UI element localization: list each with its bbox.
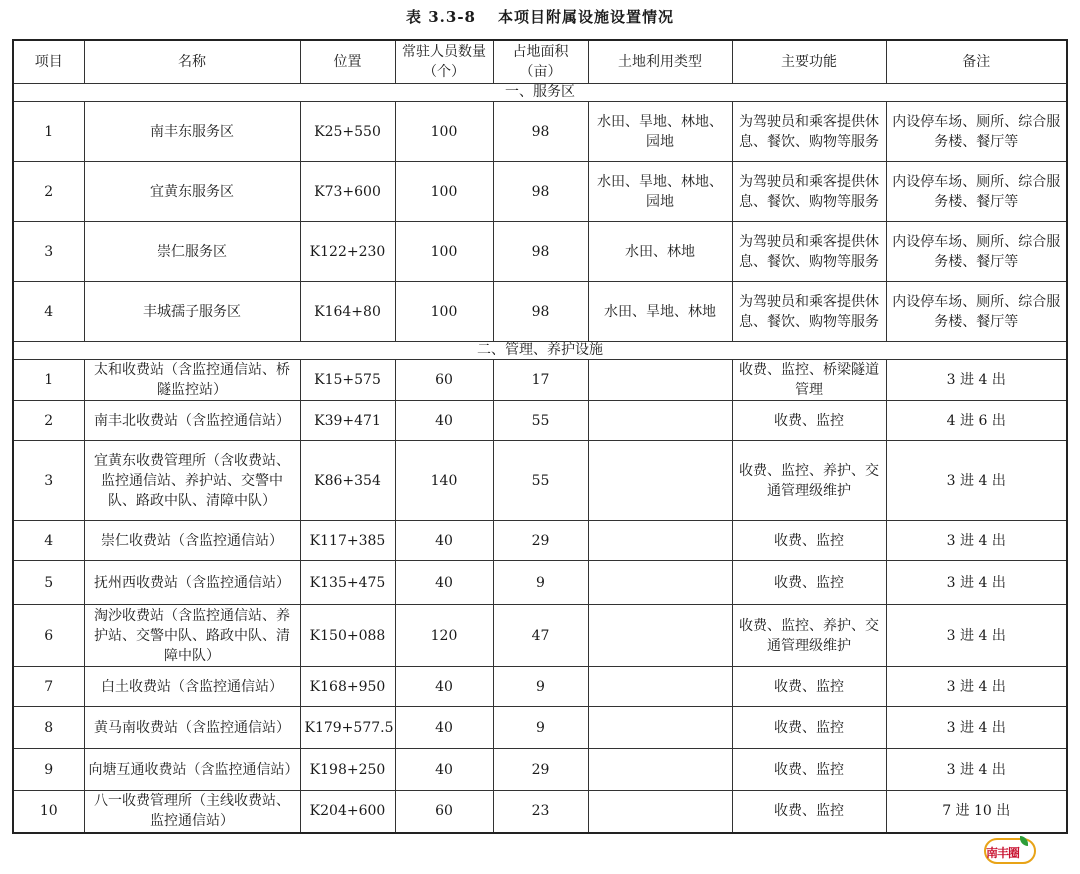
header-cell: 主要功能 [732, 40, 886, 84]
cell-name: 崇仁收费站（含监控通信站） [84, 521, 300, 561]
cell-pos: K135+475 [300, 561, 395, 605]
cell-name: 黄马南收费站（含监控通信站） [84, 707, 300, 749]
cell-pos: K86+354 [300, 441, 395, 521]
cell-func: 收费、监控 [732, 561, 886, 605]
cell-note: 4 进 6 出 [886, 401, 1067, 441]
cell-name: 向塘互通收费站（含监控通信站） [84, 749, 300, 791]
cell-staff: 40 [395, 667, 493, 707]
cell-staff: 40 [395, 561, 493, 605]
header-cell: 项目 [13, 40, 84, 84]
cell-func: 收费、监控 [732, 707, 886, 749]
cell-land [588, 667, 732, 707]
cell-func: 收费、监控 [732, 791, 886, 833]
cell-no: 3 [13, 222, 84, 282]
header-cell: 备注 [886, 40, 1067, 84]
cell-land [588, 707, 732, 749]
header-cell: 占地面积（亩） [493, 40, 588, 84]
cell-name: 丰城孺子服务区 [84, 282, 300, 342]
table-row [13, 605, 1067, 667]
cell-land [588, 791, 732, 833]
cell-note: 7 进 10 出 [886, 791, 1067, 833]
cell-func: 收费、监控 [732, 521, 886, 561]
cell-land [588, 521, 732, 561]
cell-area: 98 [493, 162, 588, 222]
cell-note: 内设停车场、厕所、综合服务楼、餐厅等 [886, 162, 1067, 222]
cell-func: 收费、监控、桥梁隧道管理 [732, 360, 886, 401]
cell-pos: K39+471 [300, 401, 395, 441]
cell-pos: K117+385 [300, 521, 395, 561]
table-row [13, 791, 1067, 833]
table-row [13, 282, 1067, 342]
cell-no: 6 [13, 605, 84, 667]
cell-no: 1 [13, 102, 84, 162]
cell-name: 八一收费管理所（主线收费站、监控通信站） [84, 791, 300, 833]
cell-note: 内设停车场、厕所、综合服务楼、餐厅等 [886, 102, 1067, 162]
cell-area: 29 [493, 749, 588, 791]
cell-no: 4 [13, 521, 84, 561]
cell-pos: K168+950 [300, 667, 395, 707]
cell-note: 3 进 4 出 [886, 521, 1067, 561]
table-row [13, 222, 1067, 282]
cell-land: 水田、林地 [588, 222, 732, 282]
cell-note: 3 进 4 出 [886, 707, 1067, 749]
cell-no: 7 [13, 667, 84, 707]
header-row [13, 40, 1067, 84]
table-number: 表 3.3-8 [406, 8, 476, 26]
cell-area: 9 [493, 667, 588, 707]
cell-name: 淘沙收费站（含监控通信站、养护站、交警中队、路政中队、清障中队） [84, 605, 300, 667]
cell-no: 10 [13, 791, 84, 833]
cell-name: 白土收费站（含监控通信站） [84, 667, 300, 707]
cell-staff: 60 [395, 791, 493, 833]
cell-area: 47 [493, 605, 588, 667]
table-row [13, 521, 1067, 561]
table-row [13, 162, 1067, 222]
watermark-logo [984, 838, 1042, 866]
cell-note: 内设停车场、厕所、综合服务楼、餐厅等 [886, 222, 1067, 282]
cell-pos: K198+250 [300, 749, 395, 791]
table-caption [0, 6, 1080, 27]
cell-pos: K150+088 [300, 605, 395, 667]
cell-no: 2 [13, 162, 84, 222]
cell-pos: K122+230 [300, 222, 395, 282]
cell-pos: K164+80 [300, 282, 395, 342]
cell-no: 9 [13, 749, 84, 791]
cell-note: 3 进 4 出 [886, 667, 1067, 707]
header-cell: 常驻人员数量（个） [395, 40, 493, 84]
cell-staff: 100 [395, 222, 493, 282]
table-row [13, 749, 1067, 791]
cell-note: 3 进 4 出 [886, 605, 1067, 667]
cell-staff: 40 [395, 707, 493, 749]
table-title: 本项目附属设施设置情况 [497, 8, 674, 26]
cell-staff: 40 [395, 401, 493, 441]
table-row [13, 360, 1067, 401]
cell-name: 南丰东服务区 [84, 102, 300, 162]
cell-func: 收费、监控 [732, 667, 886, 707]
table-row [13, 707, 1067, 749]
cell-area: 98 [493, 222, 588, 282]
header-cell: 位置 [300, 40, 395, 84]
cell-func: 为驾驶员和乘客提供休息、餐饮、购物等服务 [732, 222, 886, 282]
cell-staff: 40 [395, 749, 493, 791]
table-row [13, 102, 1067, 162]
cell-area: 98 [493, 102, 588, 162]
table-row [13, 401, 1067, 441]
section-title: 一、服务区 [13, 84, 1067, 102]
cell-func: 为驾驶员和乘客提供休息、餐饮、购物等服务 [732, 102, 886, 162]
cell-staff: 60 [395, 360, 493, 401]
cell-name: 抚州西收费站（含监控通信站） [84, 561, 300, 605]
cell-land [588, 401, 732, 441]
cell-land [588, 360, 732, 401]
cell-staff: 100 [395, 162, 493, 222]
cell-staff: 140 [395, 441, 493, 521]
cell-land: 水田、旱地、林地、园地 [588, 162, 732, 222]
cell-func: 为驾驶员和乘客提供休息、餐饮、购物等服务 [732, 282, 886, 342]
cell-func: 收费、监控、养护、交通管理级维护 [732, 441, 886, 521]
cell-note: 3 进 4 出 [886, 441, 1067, 521]
cell-note: 3 进 4 出 [886, 561, 1067, 605]
section-title: 二、管理、养护设施 [13, 342, 1067, 360]
header-cell: 名称 [84, 40, 300, 84]
cell-area: 17 [493, 360, 588, 401]
section-row [13, 84, 1067, 102]
cell-no: 4 [13, 282, 84, 342]
table-row [13, 561, 1067, 605]
cell-func: 收费、监控 [732, 749, 886, 791]
cell-func: 收费、监控 [732, 401, 886, 441]
cell-note: 内设停车场、厕所、综合服务楼、餐厅等 [886, 282, 1067, 342]
cell-land [588, 561, 732, 605]
cell-staff: 40 [395, 521, 493, 561]
cell-name: 太和收费站（含监控通信站、桥隧监控站） [84, 360, 300, 401]
cell-name: 宜黄东服务区 [84, 162, 300, 222]
table-body [13, 84, 1067, 833]
cell-land: 水田、旱地、林地 [588, 282, 732, 342]
header-cell: 土地利用类型 [588, 40, 732, 84]
cell-name: 宜黄东收费管理所（含收费站、监控通信站、养护站、交警中队、路政中队、清障中队） [84, 441, 300, 521]
cell-area: 9 [493, 561, 588, 605]
cell-area: 98 [493, 282, 588, 342]
table-row [13, 441, 1067, 521]
cell-area: 29 [493, 521, 588, 561]
cell-land [588, 605, 732, 667]
cell-name: 南丰北收费站（含监控通信站） [84, 401, 300, 441]
cell-note: 3 进 4 出 [886, 749, 1067, 791]
table-row [13, 667, 1067, 707]
cell-land [588, 441, 732, 521]
cell-pos: K25+550 [300, 102, 395, 162]
cell-no: 3 [13, 441, 84, 521]
facilities-table [12, 39, 1068, 834]
cell-staff: 100 [395, 282, 493, 342]
cell-pos: K204+600 [300, 791, 395, 833]
cell-pos: K15+575 [300, 360, 395, 401]
cell-name: 崇仁服务区 [84, 222, 300, 282]
cell-area: 9 [493, 707, 588, 749]
watermark-text: 南丰圈 [986, 846, 1020, 860]
cell-func: 为驾驶员和乘客提供休息、餐饮、购物等服务 [732, 162, 886, 222]
cell-no: 8 [13, 707, 84, 749]
cell-staff: 100 [395, 102, 493, 162]
cell-area: 55 [493, 441, 588, 521]
cell-land: 水田、旱地、林地、园地 [588, 102, 732, 162]
cell-area: 23 [493, 791, 588, 833]
cell-pos: K73+600 [300, 162, 395, 222]
cell-note: 3 进 4 出 [886, 360, 1067, 401]
cell-pos: K179+577.5 [300, 707, 395, 749]
section-row [13, 342, 1067, 360]
cell-staff: 120 [395, 605, 493, 667]
cell-no: 1 [13, 360, 84, 401]
cell-func: 收费、监控、养护、交通管理级维护 [732, 605, 886, 667]
cell-no: 5 [13, 561, 84, 605]
cell-area: 55 [493, 401, 588, 441]
cell-land [588, 749, 732, 791]
cell-no: 2 [13, 401, 84, 441]
